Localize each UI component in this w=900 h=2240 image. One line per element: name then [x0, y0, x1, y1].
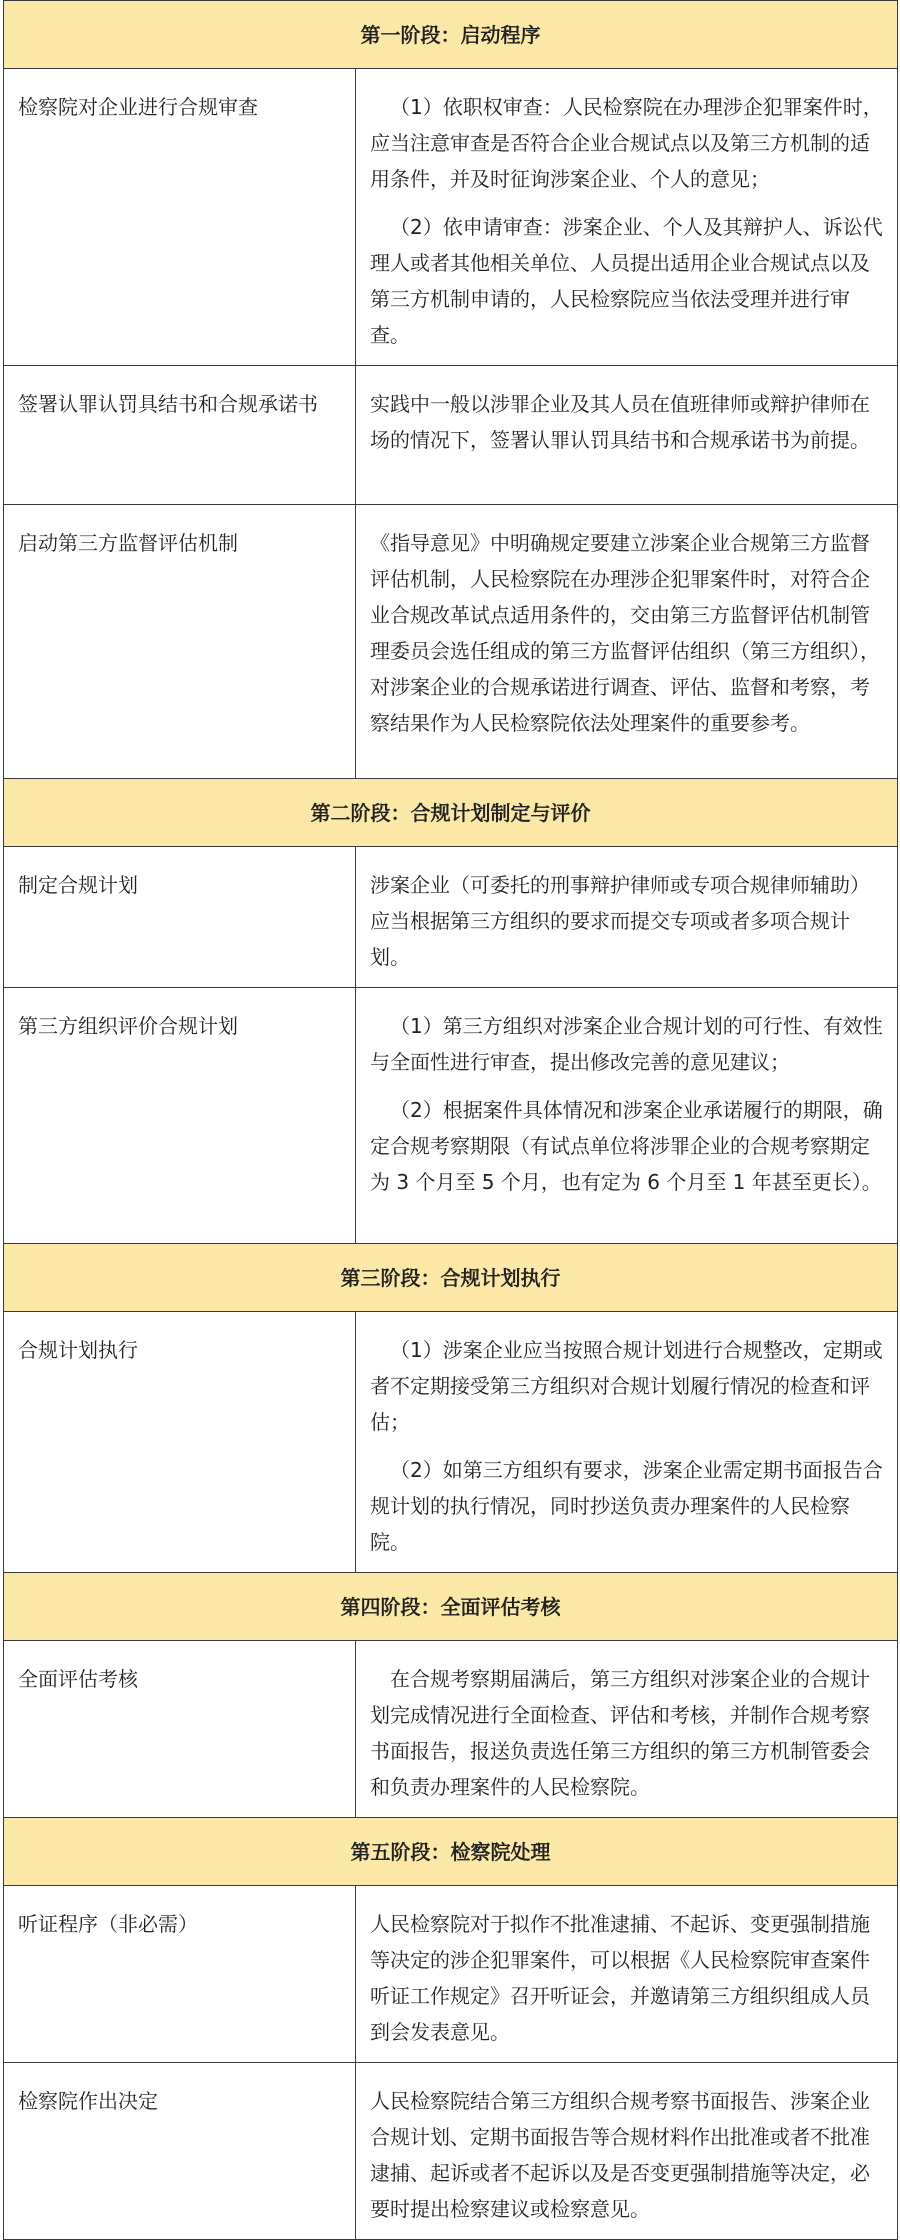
table-row [4, 988, 898, 1244]
phase-title: 第四阶段：全面评估考核 [4, 1573, 898, 1641]
table-row [4, 1886, 898, 2063]
compliance-procedure-table [3, 0, 898, 2240]
item-description [356, 69, 898, 366]
description-paragraph: 在合规考察期届满后，第三方组织对涉案企业的合规计划完成情况进行全面检查、评估和考核，并制作合规考察书面报告，报送负责选任第三方组织的第三方机制管委会和负责办理案件的人民检察院。 [370, 1667, 870, 1799]
item-description [356, 988, 898, 1244]
table-row [4, 505, 898, 779]
item-label: 检察院对企业进行合规审查 [4, 69, 356, 366]
item-description [356, 1886, 898, 2063]
phase-header-row [4, 1244, 898, 1312]
item-label: 听证程序（非必需） [4, 1886, 356, 2063]
description-paragraph: 人民检察院结合第三方组织合规考察书面报告、涉案企业合规计划、定期书面报告等合规材料作出批准或者不批准逮捕、起诉或者不起诉以及是否变更强制措施等决定，必要时提出检察建议或检察意见。 [370, 2089, 870, 2221]
description-paragraph: 人民检察院对于拟作不批准逮捕、不起诉、变更强制措施等决定的涉企犯罪案件，可以根据《人民检察院审查案件听证工作规定》召开听证会，并邀请第三方组织组成人员到会发表意见。 [370, 1912, 870, 2044]
description-paragraph: （1）涉案企业应当按照合规计划进行合规整改，定期或者不定期接受第三方组织对合规计划履行情况的检查和评估； [370, 1338, 883, 1434]
description-paragraph: 《指导意见》中明确规定要建立涉案企业合规第三方监督评估机制，人民检察院在办理涉企犯罪案件时，对符合企业合规改革试点适用条件的，交由第三方监督评估机制管理委员会选任组成的第三方监督评估组织（第三方组织），对涉案企业的合规承诺进行调查、评估、监督和考察，考察结果作为人民检察院依法处理案件的重要参考。 [370, 531, 880, 735]
item-description [356, 847, 898, 988]
description-paragraph: （2）根据案件具体情况和涉案企业承诺履行的期限，确定合规考察期限（有试点单位将涉罪企业的合规考察期定为 3 个月至 5 个月，也有定为 6 个月至 1 年甚至更长）。 [370, 1098, 883, 1194]
phase-header-row [4, 779, 898, 847]
item-description [356, 505, 898, 779]
phase-title: 第五阶段：检察院处理 [4, 1818, 898, 1886]
phase-title: 第三阶段：合规计划执行 [4, 1244, 898, 1312]
description-paragraph: 涉案企业（可委托的刑事辩护律师或专项合规律师辅助）应当根据第三方组织的要求而提交专项或者多项合规计划。 [370, 873, 870, 969]
table-row [4, 847, 898, 988]
item-label: 第三方组织评价合规计划 [4, 988, 356, 1244]
table-row [4, 366, 898, 505]
description-paragraph: （2）依申请审查：涉案企业、个人及其辩护人、诉讼代理人或者其他相关单位、人员提出适用企业合规试点以及第三方机制申请的，人民检察院应当依法受理并进行审查。 [370, 215, 883, 347]
item-label: 制定合规计划 [4, 847, 356, 988]
item-description [356, 1312, 898, 1573]
item-description [356, 366, 898, 505]
description-paragraph: （1）第三方组织对涉案企业合规计划的可行性、有效性与全面性进行审查，提出修改完善的意见建议； [370, 1014, 883, 1074]
phase-header-row [4, 1818, 898, 1886]
phase-header-row [4, 1, 898, 69]
item-label: 启动第三方监督评估机制 [4, 505, 356, 779]
phase-title: 第一阶段：启动程序 [4, 1, 898, 69]
table-row [4, 69, 898, 366]
table-row [4, 1312, 898, 1573]
item-label: 全面评估考核 [4, 1641, 356, 1818]
item-label: 签署认罪认罚具结书和合规承诺书 [4, 366, 356, 505]
item-description [356, 2063, 898, 2240]
table-row [4, 1641, 898, 1818]
item-description [356, 1641, 898, 1818]
table-row [4, 2063, 898, 2240]
description-paragraph: （2）如第三方组织有要求，涉案企业需定期书面报告合规计划的执行情况，同时抄送负责办理案件的人民检察院。 [370, 1458, 883, 1554]
item-label: 合规计划执行 [4, 1312, 356, 1573]
phase-title: 第二阶段：合规计划制定与评价 [4, 779, 898, 847]
item-label: 检察院作出决定 [4, 2063, 356, 2240]
description-paragraph: 实践中一般以涉罪企业及其人员在值班律师或辩护律师在场的情况下，签署认罪认罚具结书和合规承诺书为前提。 [370, 392, 870, 452]
description-paragraph: （1）依职权审查：人民检察院在办理涉企犯罪案件时，应当注意审查是否符合企业合规试点以及第三方机制的适用条件，并及时征询涉案企业、个人的意见； [370, 95, 883, 191]
phase-header-row [4, 1573, 898, 1641]
